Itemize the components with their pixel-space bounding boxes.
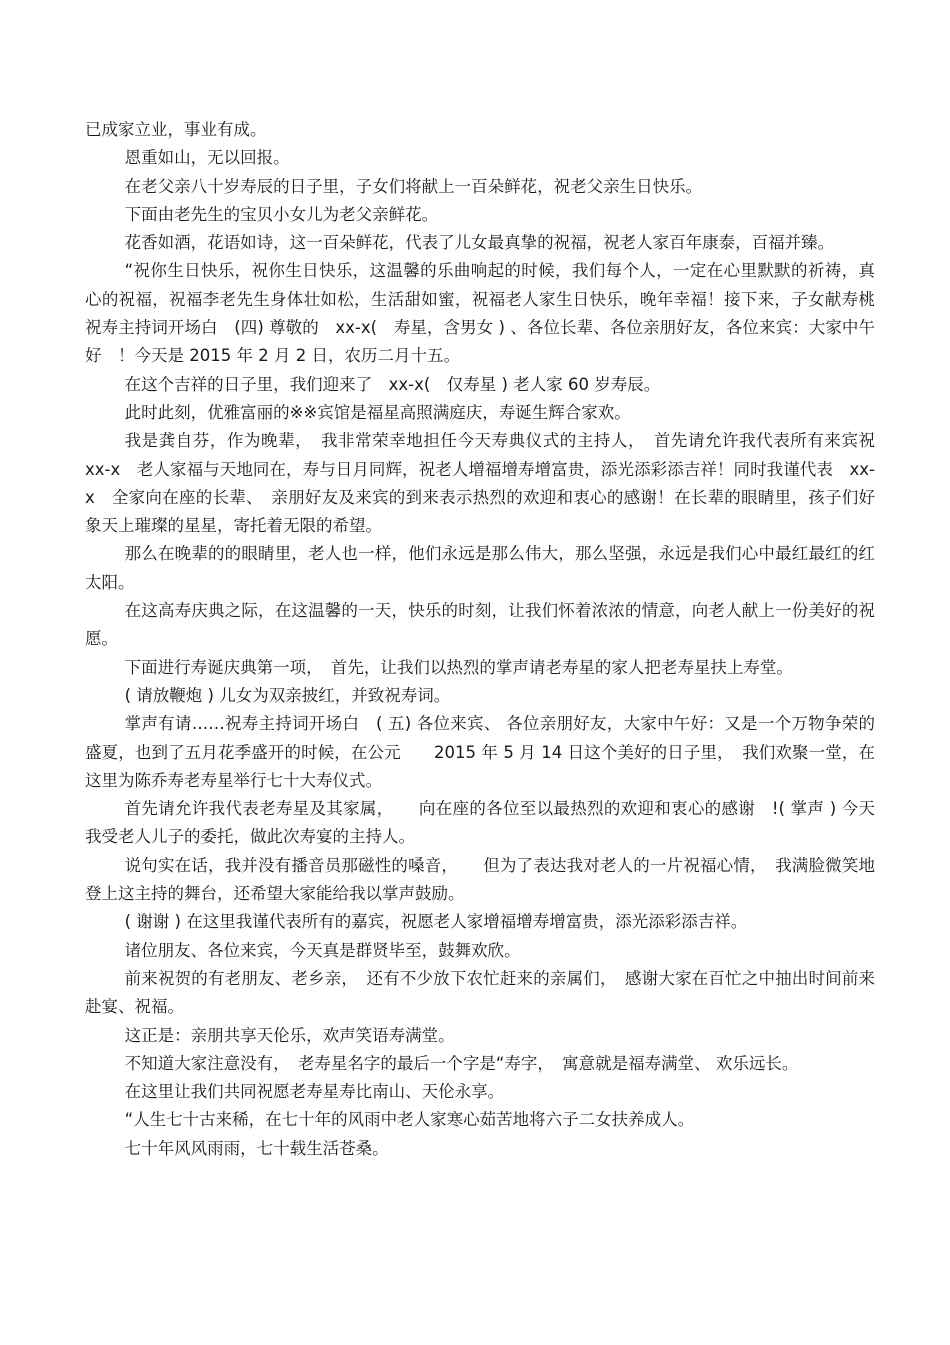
paragraph: “祝你生日快乐，祝你生日快乐，这温馨的乐曲响起的时候，我们每个人，一定在心里默默的祈祷，真心的祝福，祝福李老先生身体壮如松，生活甜如蜜，祝福老人家生日快乐，晚年幸福！接下来，子女献寿桃祝寿主持词开场白 (四) 尊敬的 xx-x( 寿星，含男女 ) 、各位长辈、各位亲朋好友，各位来宾：大家中午好 ！今天是 2015 年 2 月 2 日，农历二月十五。 [85,261,875,366]
paragraph: 下面由老先生的宝贝小女儿为老父亲鲜花。 [124,204,439,224]
paragraph: 在这高寿庆典之际，在这温馨的一天，快乐的时刻，让我们怀着浓浓的情意，向老人献上一份美好的祝愿。 [85,601,875,649]
paragraph: 前来祝贺的有老朋友、老乡亲， 还有不少放下农忙赶来的亲属们， 感谢大家在百忙之中抽出时间前来赴宴、祝福。 [85,968,875,1017]
paragraph: 不知道大家注意没有， 老寿星名字的最后一个字是“寿字， 寓意就是福寿满堂、 欢乐远长。 [124,1053,799,1073]
paragraph: 那么在晚辈的的眼睛里，老人也一样，他们永远是那么伟大，那么坚强，永远是我们心中最红最红的红太阳。 [85,544,875,592]
paragraph: 七十年风风雨雨，七十载生活苍桑。 [124,1138,389,1158]
paragraph: 这正是：亲朋共享天伦乐，欢声笑语寿满堂。 [124,1025,455,1045]
paragraph: ( 请放鞭炮 ) 儿女为双亲披红，并致祝寿词。 [124,685,451,705]
paragraph: ( 谢谢 ) 在这里我谨代表所有的嘉宾，祝愿老人家增福增寿增富贵，添光添彩添吉祥。 [124,912,748,932]
paragraph: 在老父亲八十岁寿辰的日子里，子女们将献上一百朵鲜花，祝老父亲生日快乐。 [124,176,703,196]
paragraph: 在这里让我们共同祝愿老寿星寿比南山、天伦永享。 [124,1082,505,1102]
paragraph: 下面进行寿诞庆典第一项， 首先，让我们以热烈的掌声请老寿星的家人把老寿星扶上寿堂。 [124,657,793,677]
paragraph: 诸位朋友、各位来宾，今天真是群贤毕至，鼓舞欢欣。 [124,940,521,960]
paragraph: 恩重如山，无以回报。 [124,148,290,168]
paragraph: 说句实在话，我并没有播音员那磁性的嗓音， 但为了表达我对老人的一片祝福心情， 我满脸微笑地登上这主持的舞台，还希望大家能给我以掌声鼓励。 [85,855,875,904]
paragraph: 在这个吉祥的日子里，我们迎来了 xx-x( 仅寿星 ) 老人家 60 岁寿辰。 [124,374,661,394]
document-body [85,116,892,1163]
paragraph: 已成家立业，事业有成。 [85,120,267,139]
paragraph: 首先请允许我代表老寿星及其家属， 向在座的各位至以最热烈的欢迎和衷心的感谢 !( 掌声 ) 今天我受老人儿子的委托，做此次寿宴的主持人。 [85,799,875,847]
paragraph: “人生七十古来稀，在七十年的风雨中老人家寒心茹苦地将六子二女扶养成人。 [124,1110,695,1130]
paragraph: 我是龚自芬，作为晚辈， 我非常荣幸地担任今天寿典仪式的主持人， 首先请允许我代表所有来宾祝 xx-x 老人家福与天地同在，寿与日月同辉，祝老人增福增寿增富贵，添光添彩添吉祥！同时我谨代表 xx-x 全家向在座的长辈、 亲朋好友及来宾的到来表示热烈的欢迎和衷心的感谢！在长辈的眼睛里，孩子们好象天上璀璨的星星，寄托着无限的希望。 [85,431,892,536]
paragraph: 掌声有请……祝寿主持词开场白 ( 五) 各位来宾、 各位亲朋好友，大家中午好：又是一个万物争荣的盛夏，也到了五月花季盛开的时候，在公元 2015 年 5 月 14 日这个美好的日子里， 我们欢聚一堂，在这里为陈乔寿老寿星举行七十大寿仪式。 [85,714,875,790]
paragraph: 此时此刻，优雅富丽的※※宾馆是福星高照满庭庆，寿诞生辉合家欢。 [124,402,631,422]
paragraph: 花香如酒，花语如诗，这一百朵鲜花，代表了儿女最真挚的祝福，祝老人家百年康泰，百福并臻。 [124,233,835,253]
